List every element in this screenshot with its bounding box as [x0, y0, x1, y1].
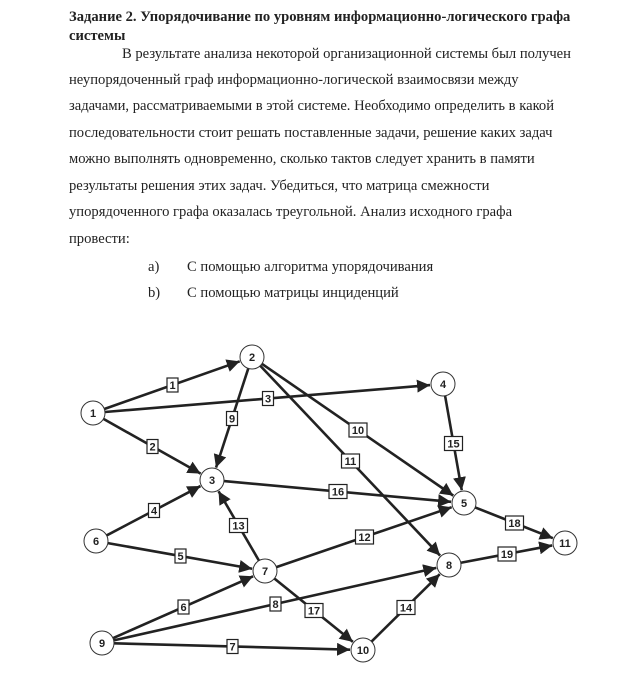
body-line: упорядоченного графа оказалась треугольной. Анализ исходного графа [69, 204, 513, 220]
task-title-line: системы [69, 28, 126, 44]
graph-node [437, 553, 461, 577]
graph-node [452, 491, 476, 515]
edge-label [167, 378, 178, 392]
edge-label [342, 454, 360, 468]
node-label: 10 [356, 645, 370, 657]
edge-label-text: 3 [264, 393, 272, 406]
edge-label-text: 16 [331, 486, 345, 499]
graph-node [553, 531, 577, 555]
body-line: результаты решения этих задач. Убедиться, что матрица смежности [69, 178, 490, 194]
graph-node [90, 631, 114, 655]
edge-label-text: 6 [180, 602, 187, 614]
graph-node [253, 559, 277, 583]
node-label: 9 [98, 638, 106, 650]
list-item: С помощью матрицы инциденций [187, 285, 399, 301]
edge-label [397, 601, 415, 615]
body-line: последовательности стоит решать поставленные задачи, решение каких задач [69, 125, 553, 141]
body-line: В результате анализа некоторой организационной системы был получен [122, 46, 571, 62]
edge-label-text: 13 [232, 520, 245, 533]
body-line: провести: [69, 231, 130, 247]
edge-label [356, 530, 374, 544]
edge-label [227, 412, 238, 426]
graph-node [200, 468, 224, 492]
edge-label-text: 4 [150, 505, 158, 518]
graph-node [351, 638, 375, 662]
graph-node [81, 401, 105, 425]
node-label: 5 [460, 498, 468, 510]
edge-label-text: 9 [228, 413, 236, 426]
edge-label-text: 1 [169, 380, 176, 392]
graph-node [431, 372, 455, 396]
edge-label [149, 504, 160, 518]
edge-label-text: 18 [508, 518, 521, 530]
edge-label [178, 600, 189, 614]
edge-label [498, 547, 516, 561]
edge-label-text: 2 [149, 441, 156, 454]
edge-label [445, 437, 463, 451]
edge-label-text: 19 [500, 549, 514, 561]
graph-node [240, 345, 264, 369]
edge-label [227, 640, 238, 654]
list-item: С помощью алгоритма упорядочивания [187, 259, 434, 275]
edge-label [349, 423, 367, 437]
edge-label [230, 519, 248, 533]
list-marker: b) [148, 285, 161, 301]
edge-label-text: 7 [229, 641, 236, 654]
edge-label-text: 17 [307, 605, 321, 618]
edge-label [270, 597, 281, 611]
node-label: 1 [89, 408, 97, 420]
edge-label [329, 485, 347, 499]
body-line: задачами, рассматриваемыми в этой системе. Необходимо определить в какой [69, 98, 555, 114]
node-label: 11 [559, 538, 571, 550]
edge-label [147, 440, 158, 454]
list-marker: a) [148, 259, 160, 275]
edge-label-text: 14 [399, 602, 413, 615]
edge-label-text: 12 [358, 532, 371, 544]
edge-label-text: 10 [351, 425, 365, 437]
node-label: 7 [261, 566, 269, 578]
node-label: 6 [92, 536, 100, 548]
edge-label [305, 604, 323, 618]
node-label: 4 [439, 379, 447, 391]
task-title-line: Задание 2. Упорядочивание по уровням информационно-логического графа [69, 9, 571, 25]
node-label: 2 [248, 352, 256, 364]
node-label: 3 [208, 475, 216, 487]
edge-label-text: 5 [177, 551, 184, 563]
edge-label-text: 15 [447, 438, 460, 451]
edge-label-text: 8 [272, 599, 279, 611]
graph-node [84, 529, 108, 553]
node-label: 8 [445, 560, 453, 572]
body-line: неупорядоченный граф информационно-логической взаимосвязи между [69, 72, 519, 88]
body-line: можно выполнять одновременно, сколько тактов следует хранить в памяти [69, 151, 535, 167]
edge-label [506, 516, 524, 530]
edge-label [263, 392, 274, 406]
edge-label [175, 549, 186, 563]
edge-label-text: 11 [344, 456, 357, 468]
